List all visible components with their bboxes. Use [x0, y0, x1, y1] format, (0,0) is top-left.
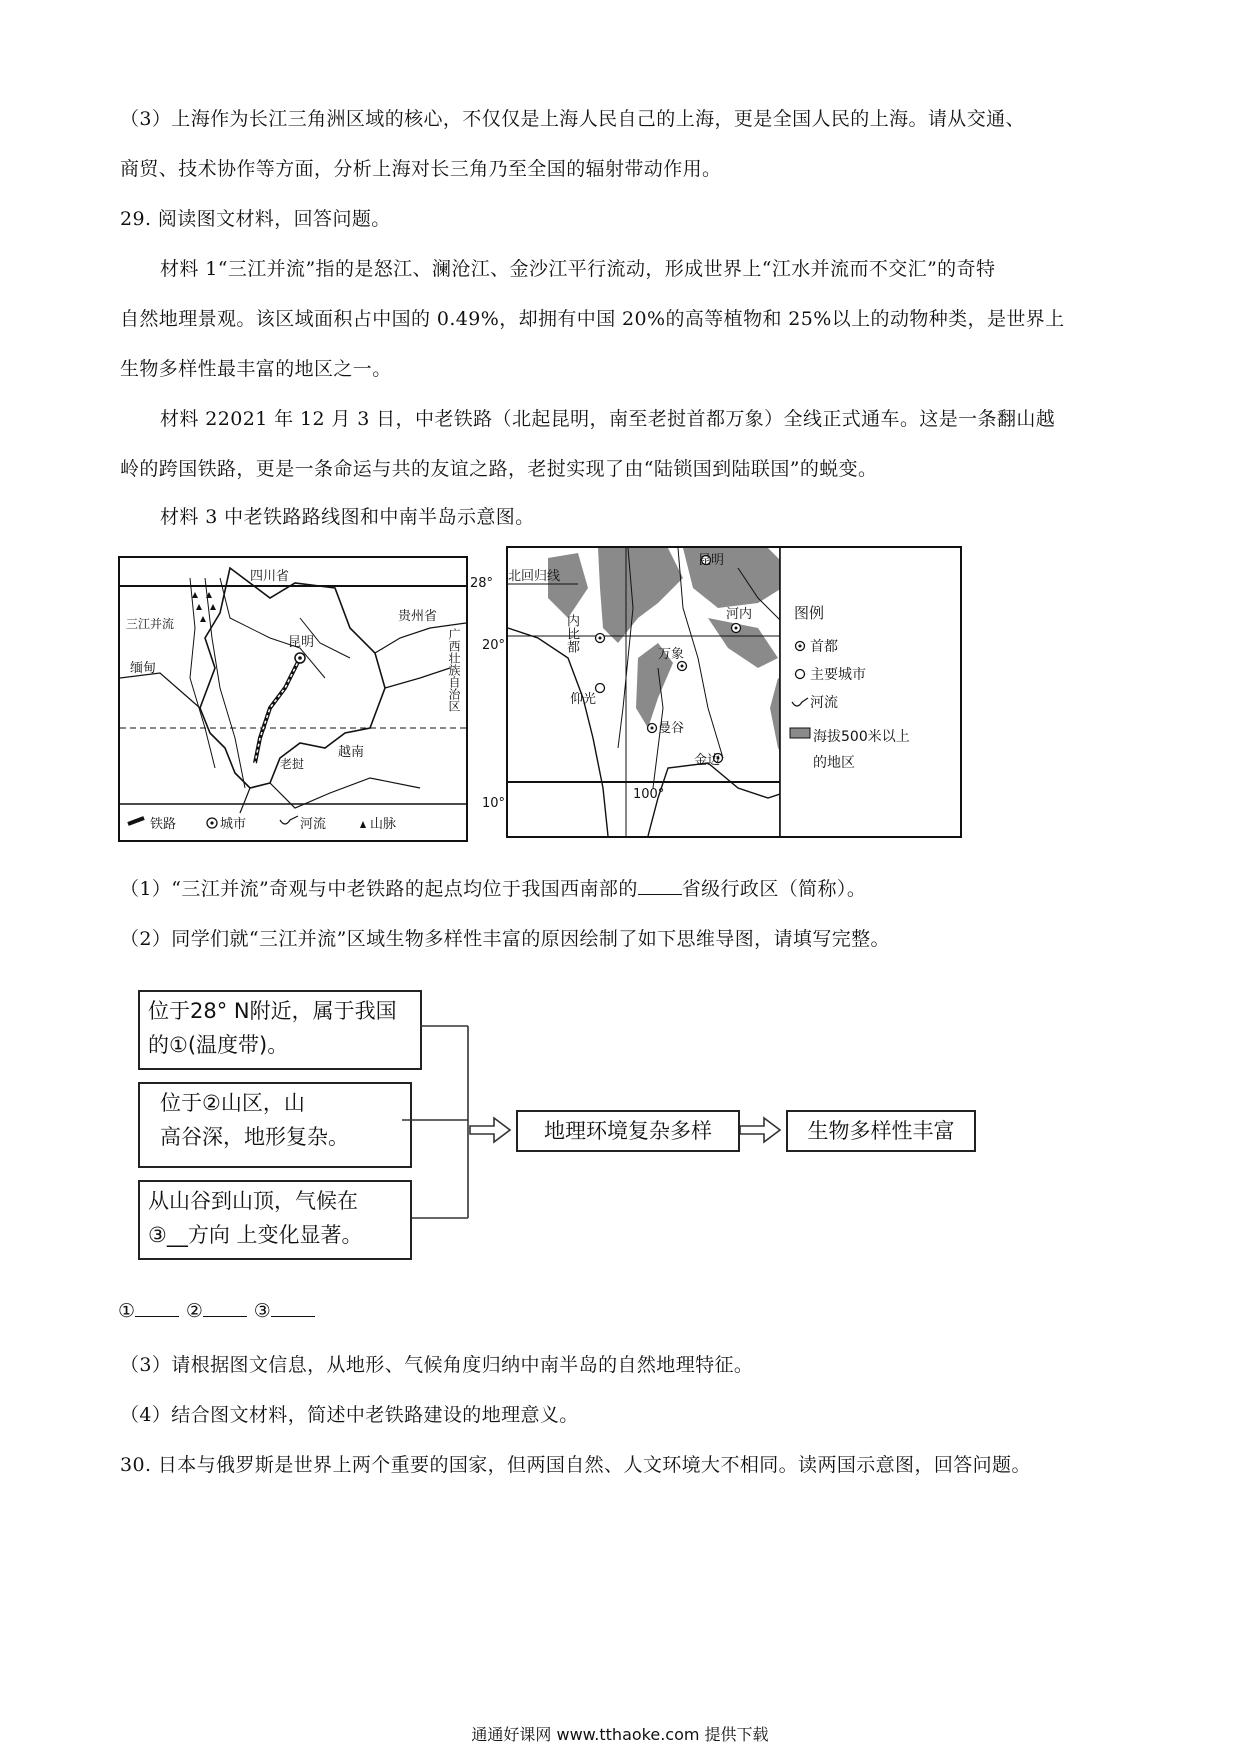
q29-1-tail: 省级行政区（简称）。: [681, 878, 867, 900]
legend-railway: 铁路: [150, 817, 177, 832]
mindmap-middle-box: 地理环境复杂多样: [516, 1110, 740, 1152]
label-guizhou: 贵州省: [398, 609, 438, 624]
q29-2: （2）同学们就“三江并流”区域生物多样性丰富的原因绘制了如下思维导图，请填写完整。: [120, 928, 890, 950]
lat-28-label: 28°: [470, 576, 494, 591]
label-bangkok: 曼谷: [658, 721, 685, 736]
mindmap-box-2-line1: 位于②山区，山: [160, 1091, 305, 1115]
mindmap-box-1-line1: 位于28° N附近，属于我国: [148, 999, 397, 1023]
legend-major-city: 主要城市: [810, 667, 866, 683]
legend-title: 图例: [794, 604, 825, 622]
label-yuenan: 越南: [338, 745, 365, 760]
legend-river: 河流: [300, 817, 327, 832]
material3-line1: 材料 3 中老铁路路线图和中南半岛示意图。: [160, 506, 535, 528]
lat-10-label: 10°: [482, 796, 506, 811]
label-hanoi: 河内: [726, 607, 753, 622]
q28-3-line2: 商贸、技术协作等方面，分析上海对长三角乃至全国的辐射带动作用。: [120, 158, 722, 180]
label-sanjiang: 三江并流: [126, 617, 175, 631]
material1-line3: 生物多样性最丰富的地区之一。: [120, 358, 392, 380]
q29-4: （4）结合图文材料，简述中老铁路建设的地理意义。: [120, 1404, 579, 1426]
legend-highland: 海拔500米以上的地区: [813, 729, 910, 771]
blank-1-label: ①: [118, 1300, 136, 1322]
label-lon100: 100°: [633, 787, 665, 802]
blank-2[interactable]: [203, 1300, 247, 1317]
material2-line2: 岭的跨国铁路，更是一条命运与共的友谊之路，老挝实现了由“陆锁国到陆联国”的蜕变。: [120, 458, 878, 480]
legend-mountain: 山脉: [370, 817, 397, 832]
legend-city: 城市: [220, 817, 247, 832]
label-vientiane: 万象: [658, 647, 685, 662]
lat-20-label: 20°: [482, 638, 506, 653]
mindmap-box-3-line2: ③__方向 上变化显著。: [148, 1223, 363, 1247]
mindmap-box-2-line2: 高谷深，地形复杂。: [160, 1125, 349, 1149]
blank-2-label: ②: [185, 1300, 204, 1322]
q30-title: 30. 日本与俄罗斯是世界上两个重要的国家，但两国自然、人文环境大不相同。读两国示意图，回答问题。: [120, 1454, 1031, 1476]
blank-3[interactable]: [271, 1300, 315, 1317]
q29-2-blanks: [118, 1300, 315, 1322]
page-footer: 通通好课网 www.tthaoke.com 提供下载: [471, 1725, 769, 1744]
legend-river-right: 河流: [810, 695, 838, 711]
material1-line2: 自然地理景观。该区域面积占中国的 0.49%，却拥有中国 20%的高等植物和 25%以上的动物种类，是世界上: [120, 308, 1065, 330]
q29-1-text: （1）“三江并流”奇观与中老铁路的起点均位于我国西南部的: [120, 878, 638, 900]
blank-1[interactable]: [135, 1300, 179, 1317]
mindmap-box-1-line2: 的①(温度带)。: [148, 1033, 289, 1057]
label-kunming-left: 昆明: [288, 635, 315, 650]
label-phnompenh: 金边: [694, 753, 721, 768]
label-kunming-right: 昆明: [698, 553, 725, 568]
label-yangon: 仰光: [570, 692, 597, 707]
label-guangxi: 广西壮族自治区: [447, 628, 461, 712]
label-laowo: 老挝: [280, 757, 305, 771]
q28-3-line1: （3）上海作为长江三角洲区域的核心，不仅仅是上海人民自己的上海，更是全国人民的上海。请从交通、: [120, 108, 1025, 130]
label-tropic: 北回归线: [508, 569, 561, 584]
label-miandian: 缅甸: [130, 661, 157, 676]
q29-3: （3）请根据图文信息，从地形、气候角度归纳中南半岛的自然地理特征。: [120, 1354, 754, 1376]
label-naypyidaw: 内比都: [564, 614, 579, 653]
blank-3-label: ③: [253, 1300, 272, 1322]
label-sichuan: 四川省: [250, 569, 290, 584]
material1-line1: 材料 1“三江并流”指的是怒江、澜沧江、金沙江平行流动，形成世界上“江水并流而不交汇”的奇特: [160, 258, 996, 280]
legend-capital: 首都: [810, 639, 838, 655]
mindmap-result-box: 生物多样性丰富: [786, 1110, 976, 1152]
material2-line1: 材料 22021 年 12 月 3 日，中老铁路（北起昆明，南至老挝首都万象）全线正式通车。这是一条翻山越: [160, 408, 1056, 430]
q29-title: 29. 阅读图文材料，回答问题。: [120, 208, 391, 230]
mindmap-box-3-line1: 从山谷到山顶，气候在: [148, 1189, 358, 1213]
